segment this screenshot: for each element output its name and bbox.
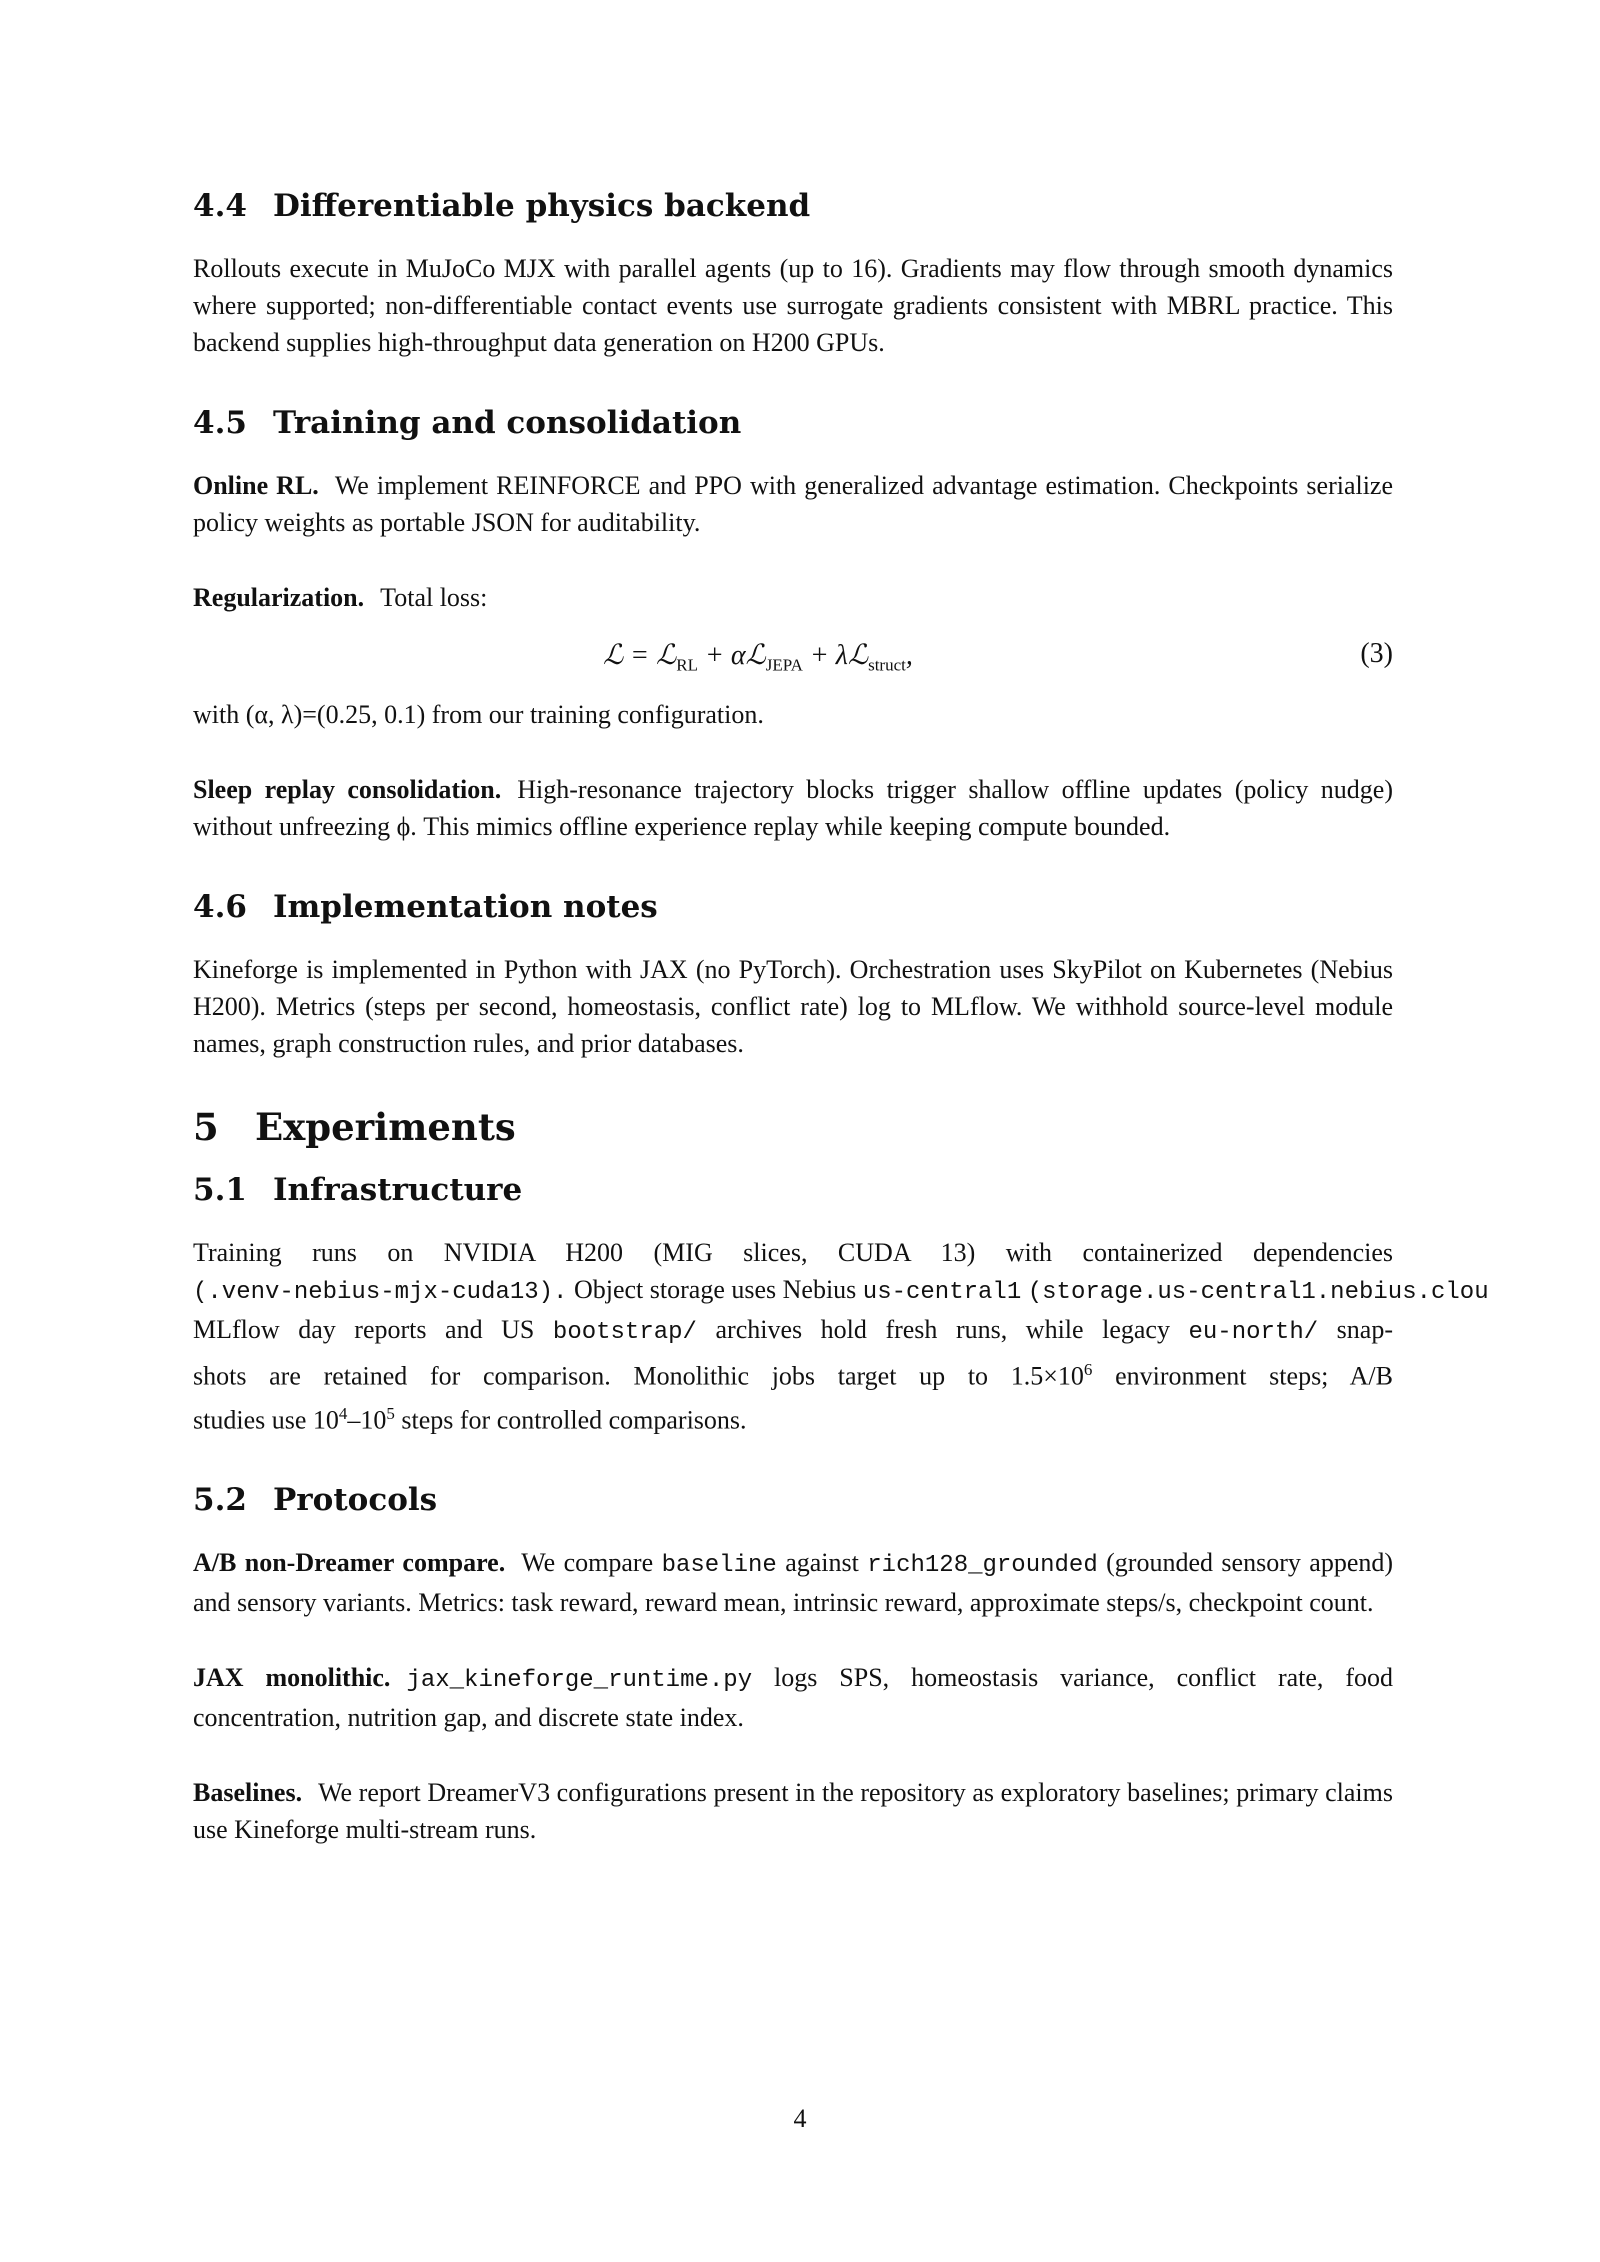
runin-heading: Sleep replay consolidation. xyxy=(193,775,502,804)
paragraph-text: We implement REINFORCE and PPO with generalized advantage estimation. Checkpoints serialize policy weights as portable JSON for auditability. xyxy=(193,471,1394,537)
runin-heading: Regularization. xyxy=(193,583,365,612)
equation-number: (3) xyxy=(1360,638,1393,669)
runin-heading: JAX monolithic. xyxy=(193,1663,391,1693)
paragraph-text: High-resonance trajectory blocks trigger shallow offline updates (policy nudge) without unfreezing ϕ. This mimics offline experience replay while keeping compute bounded. xyxy=(193,775,1393,841)
runin-heading: Baselines. xyxy=(193,1778,303,1808)
inline-code: bootstrap/ xyxy=(552,1319,697,1346)
text-run: snap- xyxy=(1318,1315,1393,1344)
section-number: 4.6 xyxy=(193,889,247,925)
section-number: 5 xyxy=(193,1105,219,1149)
text-run: shots are retained for comparison. Monolithic jobs target up to 1.5×10 xyxy=(193,1361,1084,1391)
superscript: 6 xyxy=(1083,1360,1093,1379)
section-title: Implementation notes xyxy=(273,889,658,925)
text-run: steps for controlled comparisons. xyxy=(394,1405,747,1435)
inline-code: (storage.us-central1.nebius.clou xyxy=(1027,1279,1489,1306)
equation-body xyxy=(603,638,913,676)
text-run: archives hold fresh runs, while legacy xyxy=(696,1315,1189,1344)
paragraph-jax-monolithic xyxy=(193,1659,1393,1736)
section-title: Differentiable physics backend xyxy=(273,188,811,224)
runin-heading: Online RL. xyxy=(193,471,319,500)
section-heading-4-6 xyxy=(193,887,1393,927)
page-content xyxy=(193,186,1489,1848)
paragraph-baselines xyxy=(193,1774,1393,1848)
text-run: logs SPS, homeostasis variance, conflict rate, food concentration, nutrition gap, and discrete state index. xyxy=(193,1663,1393,1733)
paragraph-online-rl xyxy=(193,467,1393,541)
section-number: 5.1 xyxy=(193,1172,247,1208)
paragraph-implementation: Kineforge is implemented in Python with JAX (no PyTorch). Orchestration uses SkyPilot on Kubernetes (Nebius H200). Metrics (steps per second, homeostasis, conflict rate) log to MLflow. We withhold source-level module names, graph construction rules, and prior databases. xyxy=(193,955,1393,1058)
text-line: Training runs on NVIDIA H200 (MIG slices, CUDA 13) with containerized dependencies xyxy=(193,1238,1393,1267)
equation-part: + λℒ xyxy=(802,640,869,671)
inline-code: us-central1 xyxy=(862,1279,1022,1306)
inline-code: rich128_grounded xyxy=(867,1552,1098,1580)
paragraph-with-line: with (α, λ)=(0.25, 0.1) from our training configuration. xyxy=(193,700,764,729)
section-heading-5-2 xyxy=(193,1480,1393,1520)
text-run: Object storage uses Nebius xyxy=(567,1275,863,1304)
text-line xyxy=(193,1351,1393,1395)
section-number: 5.2 xyxy=(193,1482,247,1519)
section-heading-4-5 xyxy=(193,403,1393,443)
section-title: Training and consolidation xyxy=(273,405,742,441)
inline-code: baseline xyxy=(661,1552,777,1580)
section-heading-4-4 xyxy=(193,186,1393,226)
section-number: 4.5 xyxy=(193,405,247,441)
equation-3 xyxy=(193,632,1393,678)
text-run: studies use 10 xyxy=(193,1405,339,1435)
inline-code: (.venv-nebius-mjx-cuda13). xyxy=(193,1279,568,1306)
text-run: environment steps; A/B xyxy=(1092,1361,1394,1391)
section-heading-5-1 xyxy=(193,1170,1393,1210)
runin-heading: A/B non-Dreamer compare. xyxy=(193,1548,506,1578)
text-run: We compare xyxy=(521,1548,662,1578)
paragraph-sleep-replay xyxy=(193,771,1393,845)
superscript: 5 xyxy=(386,1403,395,1423)
equation-part: + αℒ xyxy=(697,640,766,671)
inline-code: eu-north/ xyxy=(1188,1319,1319,1346)
page-number: 4 xyxy=(793,2104,807,2133)
text-run: –10 xyxy=(347,1405,387,1435)
paragraph-infrastructure xyxy=(193,1234,1489,1438)
text-line xyxy=(193,1271,1489,1311)
section-title: Infrastructure xyxy=(273,1172,523,1208)
paragraph-text: Total loss: xyxy=(380,583,488,612)
equation-subscript: RL xyxy=(676,655,698,675)
inline-code: jax_kineforge_runtime.py xyxy=(406,1667,753,1695)
section-heading-5 xyxy=(193,1104,1393,1150)
equation-part: , xyxy=(905,640,913,671)
paragraph-regularization xyxy=(193,579,1393,616)
equation-subscript: struct xyxy=(868,655,906,675)
text-line xyxy=(193,1395,1393,1439)
text-line xyxy=(193,1311,1393,1351)
paragraph-ab-compare xyxy=(193,1544,1393,1621)
equation-part: ℒ = ℒ xyxy=(603,640,677,671)
paragraph-physics-backend: Rollouts execute in MuJoCo MJX with parallel agents (up to 16). Gradients may flow through smooth dynamics where supported; non-differentiable contact events use surrogate gradients consistent with MBRL practice. This backend supplies high-throughput data generation on H200 GPUs. xyxy=(193,254,1393,357)
section-number: 4.4 xyxy=(193,188,247,224)
text-run: (grounded sensory append) and sensory variants. Metrics: task reward, reward mean, intrinsic reward, approximate steps/s, checkpoint count. xyxy=(193,1548,1394,1618)
text-run: against xyxy=(776,1548,868,1578)
text-run: MLflow day reports and US xyxy=(193,1315,553,1344)
superscript: 4 xyxy=(338,1403,348,1423)
paragraph-text: We report DreamerV3 configurations present in the repository as exploratory baselines; primary claims use Kineforge multi-stream runs. xyxy=(193,1778,1393,1845)
section-title: Experiments xyxy=(255,1105,516,1149)
section-title: Protocols xyxy=(273,1482,438,1519)
equation-subscript: JEPA xyxy=(765,655,803,675)
